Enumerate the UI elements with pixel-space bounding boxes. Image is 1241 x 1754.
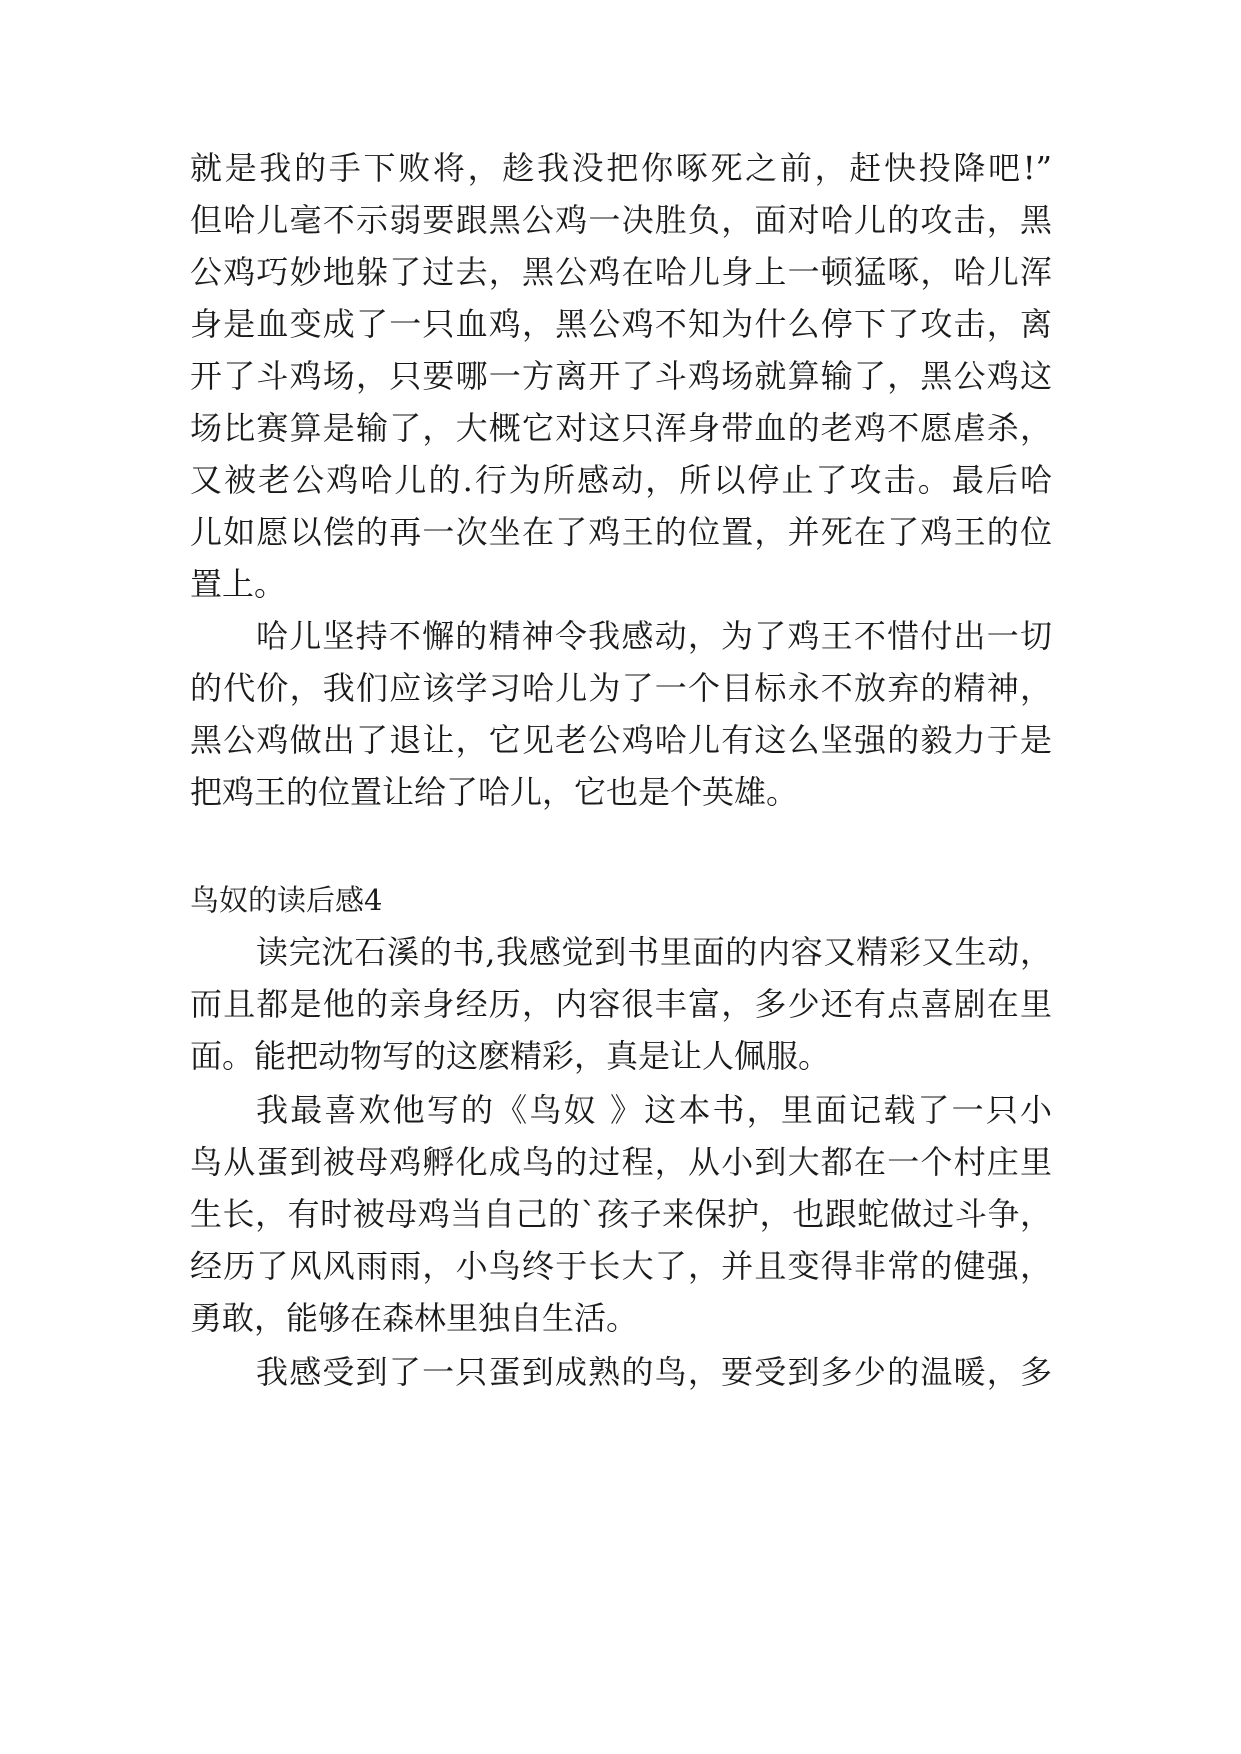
text-line: 把鸡王的位置让给了哈儿，它也是个英雄。 [190, 773, 799, 811]
text-line: 就是我的手下败将，趁我没把你啄死之前，赶快投降吧!” [190, 149, 1052, 187]
text-line: 读完沈石溪的书,我感觉到书里面的内容又精彩又生动， [256, 933, 1052, 971]
text-line: 黑公鸡做出了退让，它见老公鸡哈儿有这么坚强的毅力于是 [190, 721, 1052, 759]
text-line: 身是血变成了一只血鸡，黑公鸡不知为什么停下了攻击，离 [190, 305, 1052, 343]
text-line: 经历了风风雨雨，小鸟终于长大了，并且变得非常的健强， [190, 1247, 1052, 1285]
text-line: 的代价，我们应该学习哈儿为了一个目标永不放弃的精神， [190, 669, 1052, 707]
text-line: 开了斗鸡场，只要哪一方离开了斗鸡场就算输了，黑公鸡这 [190, 357, 1052, 395]
text-line: 我最喜欢他写的《鸟奴 》这本书，里面记载了一只小 [256, 1091, 1052, 1129]
text-line: 儿如愿以偿的再一次坐在了鸡王的位置，并死在了鸡王的位 [190, 513, 1052, 551]
text-line: 场比赛算是输了，大概它对这只浑身带血的老鸡不愿虐杀， [190, 409, 1052, 447]
text-line: 勇敢，能够在森林里独自生活。 [190, 1299, 639, 1337]
text-line: 公鸡巧妙地躲了过去，黑公鸡在哈儿身上一顿猛啄，哈儿浑 [190, 253, 1052, 291]
text-line: 我感受到了一只蛋到成熟的鸟，要受到多少的温暖，多 [256, 1353, 1052, 1391]
text-line: 生长，有时被母鸡当自己的`孩子来保护，也跟蛇做过斗争， [190, 1195, 1052, 1233]
text-line: 但哈儿毫不示弱要跟黑公鸡一决胜负，面对哈儿的攻击，黑 [190, 201, 1052, 239]
text-line: 又被老公鸡哈儿的.行为所感动，所以停止了攻击。最后哈 [190, 461, 1052, 499]
text-line: 面。能把动物写的这麽精彩，真是让人佩服。 [190, 1037, 831, 1075]
text-line: 置上。 [190, 565, 287, 603]
section-heading: 鸟奴的读后感4 [190, 883, 383, 917]
text-line: 鸟从蛋到被母鸡孵化成鸟的过程，从小到大都在一个村庄里 [190, 1143, 1052, 1181]
text-line: 而且都是他的亲身经历，内容很丰富，多少还有点喜剧在里 [190, 985, 1052, 1023]
text-line: 哈儿坚持不懈的精神令我感动，为了鸡王不惜付出一切 [256, 617, 1052, 655]
